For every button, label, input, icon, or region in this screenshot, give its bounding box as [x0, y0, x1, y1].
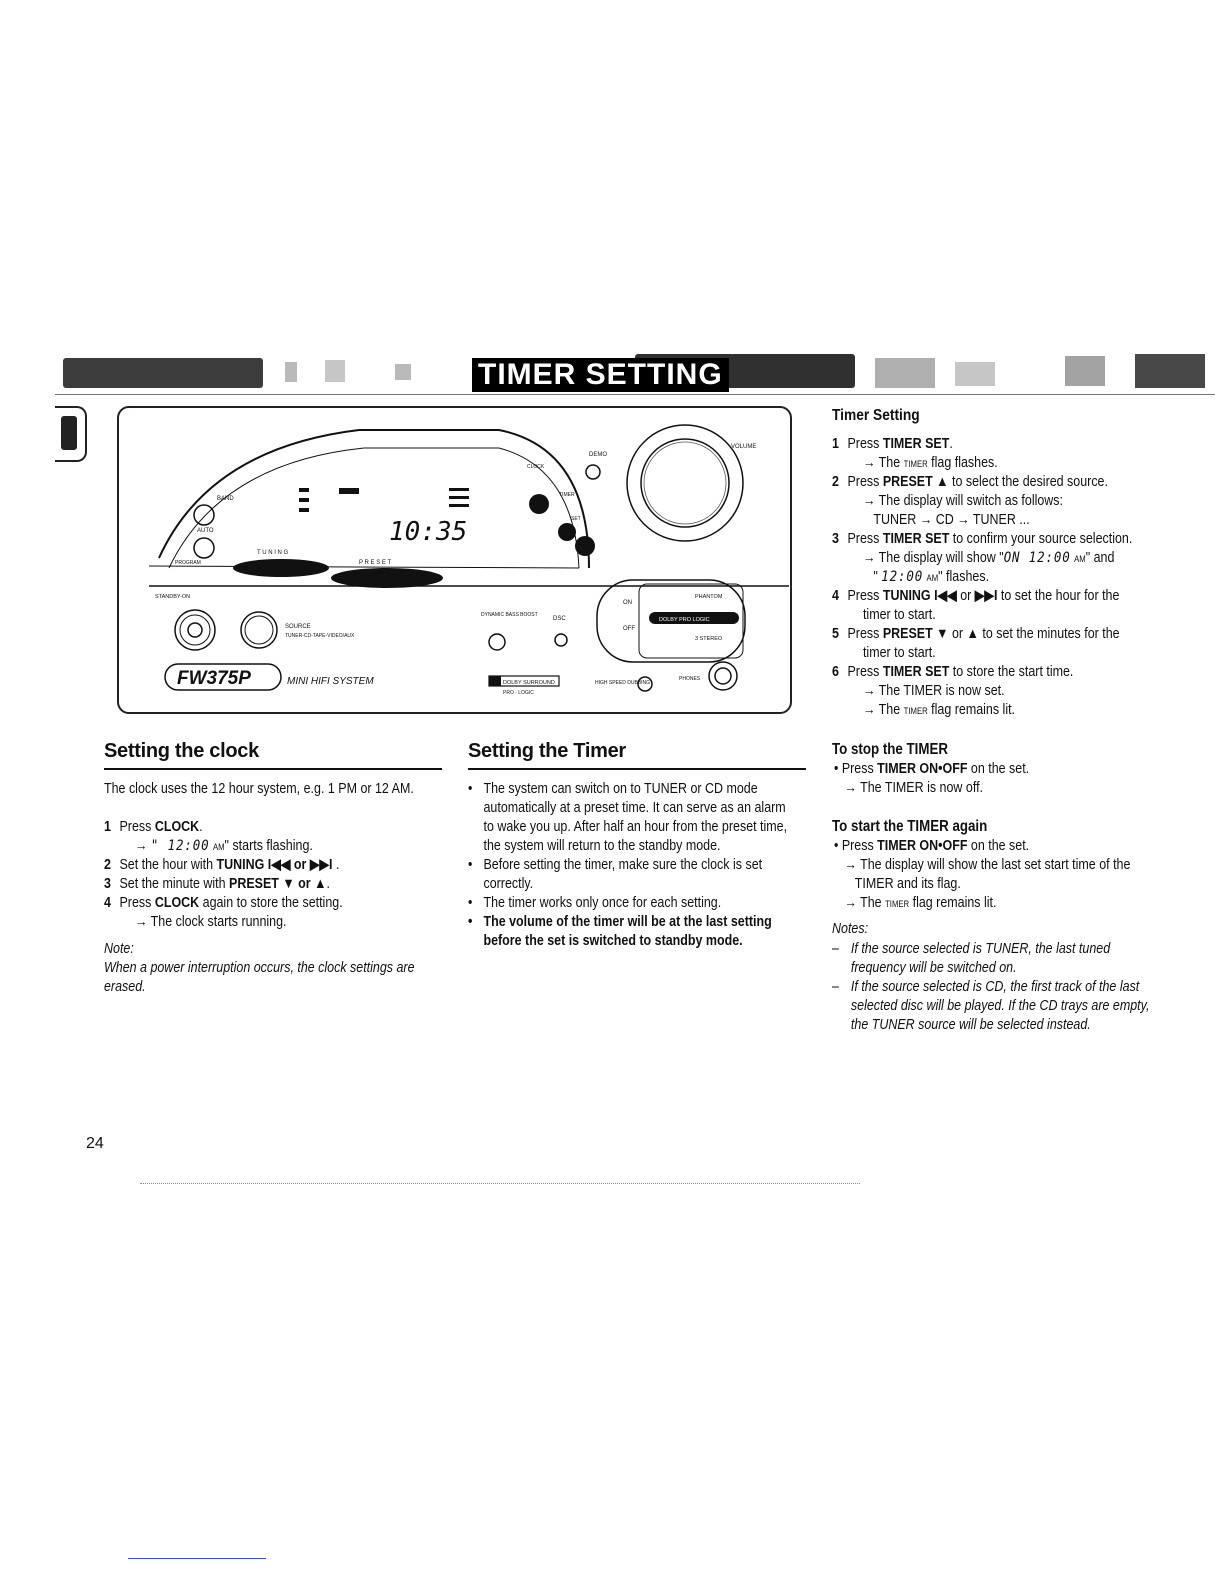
- timer-setting-line-13: 6 Press TIMER SET to store the start time.: [832, 664, 1074, 680]
- timer-bullet-2-line-1: • Before setting the timer, make sure the clock is set: [468, 857, 763, 873]
- clock-note-line-2: erased.: [104, 979, 146, 995]
- timer-setting-line-12: timer to start.: [862, 645, 936, 661]
- tuning-label: T U N I N G: [257, 550, 289, 556]
- start-line-4: → The TIMER flag remains lit.: [834, 895, 997, 911]
- timer-setting-line-9: 4 Press TUNING I◀◀ or ▶▶I to set the hour for the: [832, 588, 1120, 604]
- timer-setting-line-3: 2 Press PRESET ▲ to select the desired source.: [832, 474, 1108, 490]
- timer-setting-line-7: → The display will show "ON 12:00 AM" and: [862, 550, 1115, 566]
- timer-bold-bullet-line-2: before the set is switched to standby mode.: [483, 933, 743, 949]
- timer-setting-line-5: TUNER → CD → TUNER ...: [862, 512, 1030, 528]
- note-1-line-2: frequency will be switched on.: [850, 960, 1017, 976]
- timer-setting-line-11: 5 Press PRESET ▼ or ▲ to set the minutes for the: [832, 626, 1120, 642]
- stop-line-2: → The TIMER is now off.: [834, 780, 984, 796]
- hsd-label: HIGH SPEED DUBBING: [595, 680, 651, 686]
- volume-label: VOLUME: [731, 444, 757, 450]
- off-label: OFF: [623, 626, 635, 632]
- dolby-pl-label: DOLBY PRO LOGIC: [659, 617, 710, 623]
- note-1-line-1: – If the source selected is TUNER, the last tuned: [832, 941, 1111, 957]
- timer-setting-line-6: 3 Press TIMER SET to confirm your source selection.: [832, 531, 1133, 547]
- section-title: TIMER SETTING: [472, 358, 729, 392]
- clock-step-1: 1 Press CLOCK.: [104, 819, 203, 835]
- bottom-rule: [128, 1558, 266, 1559]
- device-illustration: [117, 406, 792, 714]
- preset-label: P R E S E T: [359, 560, 392, 566]
- set-label: SET: [571, 516, 581, 522]
- start-line-2: → The display will show the last set start time of the: [834, 857, 1131, 873]
- clock-step-5: 4 Press CLOCK again to store the setting.: [104, 895, 343, 911]
- start-line-1: • Press TIMER ON•OFF on the set.: [834, 838, 1030, 854]
- timer-setting-line-10: timer to start.: [862, 607, 936, 623]
- source-label: SOURCE: [285, 624, 311, 630]
- timer-bullet-1-line-4: the system will return to the standby mode.: [483, 838, 721, 854]
- band-label: BAND: [217, 496, 234, 502]
- timer-bullet-1-line-1: • The system can switch on to TUNER or CD mode: [468, 781, 758, 797]
- pro-logic-label: PRO · LOGIC: [503, 690, 534, 696]
- stereo-label: 3 STEREO: [695, 636, 723, 642]
- note-2-line-1: – If the source selected is CD, the first track of the last: [832, 979, 1140, 995]
- stop-line-1: • Press TIMER ON•OFF on the set.: [834, 761, 1030, 777]
- timer-bullet-1-line-3: to wake you up. After half an hour from the preset time,: [483, 819, 788, 835]
- on-label: ON: [623, 600, 632, 606]
- start-timer-heading: To start the TIMER again: [832, 818, 988, 835]
- model-name: FW375P: [177, 668, 251, 689]
- clock-step-6: → The clock starts running.: [134, 914, 287, 930]
- device-drawing: [119, 408, 790, 712]
- auto-label: AUTO: [197, 528, 214, 534]
- note-2-line-3: the TUNER source will be selected instead.: [850, 1017, 1091, 1033]
- phones-label: PHONES: [679, 676, 701, 682]
- demo-label: DEMO: [589, 452, 607, 458]
- timer-bold-bullet-line-1: • The volume of the timer will be at the last setting: [468, 914, 772, 930]
- page-number: 24: [86, 1135, 104, 1152]
- timer-bullet-2-line-2: correctly.: [483, 876, 534, 892]
- dolby-surround-label: DOLBY SURROUND: [503, 680, 555, 686]
- timer-heading: Setting the Timer: [468, 740, 626, 762]
- timer-bullet-1-line-2: automatically at a preset time. It can serve as an alarm: [483, 800, 786, 816]
- dsc-label: DSC: [553, 616, 566, 622]
- source-list: TUNER-CD-TAPE-VIDEO/AUX: [285, 633, 355, 639]
- clock-rule: [104, 768, 442, 770]
- stop-timer-heading: To stop the TIMER: [832, 741, 949, 758]
- start-line-3: TIMER and its flag.: [834, 876, 961, 892]
- timer-setting-line-4: → The display will switch as follows:: [862, 493, 1064, 509]
- display-time: 10:35: [389, 517, 468, 547]
- note-2-line-2: selected disc will be played. If the CD trays are empty,: [850, 998, 1150, 1014]
- clock-step-2: → " 12:00 AM" starts flashing.: [134, 838, 313, 854]
- clock-step-3: 2 Set the hour with TUNING I◀◀ or ▶▶I .: [104, 857, 340, 873]
- timer-setting-line-15: → The TIMER flag remains lit.: [862, 702, 1016, 718]
- program-label: PROGRAM: [175, 560, 201, 566]
- clock-note-label: Note:: [104, 941, 134, 957]
- timer-setting-heading: Timer Setting: [832, 407, 920, 424]
- clock-label: CLOCK: [527, 464, 545, 470]
- timer-bullet-3-line-1: • The timer works only once for each setting.: [468, 895, 722, 911]
- timer-setting-line-1: 1 Press TIMER SET.: [832, 436, 953, 452]
- dbb-label: DYNAMIC BASS BOOST: [481, 612, 538, 618]
- clock-heading: Setting the clock: [104, 740, 259, 762]
- notes-label: Notes:: [832, 921, 869, 937]
- timer-setting-line-14: → The TIMER is now set.: [862, 683, 1005, 699]
- clock-note-line-1: When a power interruption occurs, the clock settings are: [104, 960, 415, 976]
- timer-setting-line-8: " 12:00 AM" flashes.: [862, 569, 990, 585]
- model-subtitle: MINI HIFI SYSTEM: [287, 676, 374, 687]
- clock-intro: The clock uses the 12 hour system, e.g. 1 PM or 12 AM.: [104, 781, 414, 797]
- scan-artifact-line: [140, 1183, 860, 1185]
- standby-label: STANDBY-ON: [155, 594, 191, 600]
- phantom-label: PHANTOM: [695, 594, 723, 600]
- timer-rule: [468, 768, 806, 770]
- chapter-tab: [55, 406, 87, 462]
- clock-step-4: 3 Set the minute with PRESET ▼ or ▲.: [104, 876, 330, 892]
- timer-setting-line-2: → The TIMER flag flashes.: [862, 455, 998, 471]
- timer-label: TIMER: [559, 492, 575, 498]
